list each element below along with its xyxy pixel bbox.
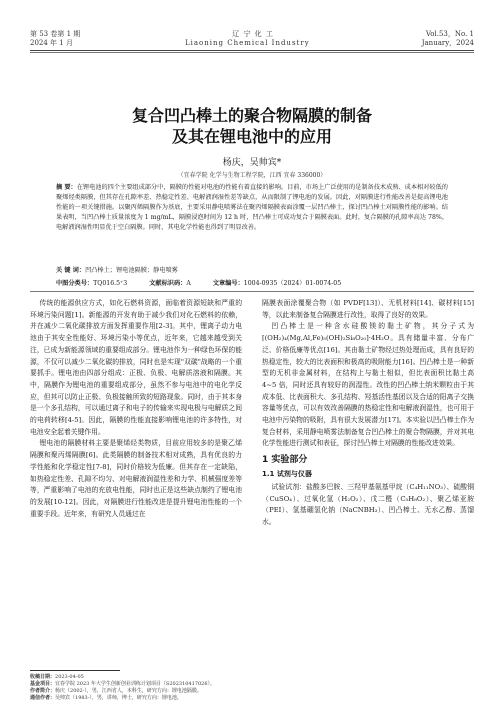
journal-name-cn: 辽 宁 化 工 <box>232 30 274 38</box>
issue-date: 2024 年 1 月 <box>30 39 73 47</box>
abstract <box>56 183 448 233</box>
clc-value: TQ016.5⁺3 <box>93 280 128 287</box>
author-label: 作者简介： <box>30 688 56 694</box>
doc-code-label: 文献标识码： <box>149 280 187 287</box>
body-paragraph: 隔膜表面涂覆聚合物（如 PVDF[13]）、无机材料[14]、碳材料[15]等，以此来制备复合隔膜进行改性，取得了良好的效果。 <box>262 299 474 319</box>
title-line-2: 及其在锂电池中的应用 <box>171 127 332 146</box>
authors: 杨庆，吴帅宾* <box>222 158 282 168</box>
body-left-column <box>30 298 242 520</box>
article-title <box>0 105 504 147</box>
keywords-text: 凹凸棒土；锂电池隔膜；静电喷雾 <box>85 267 178 274</box>
title-line-1: 复合凹凸棒土的聚合物隔膜的制备 <box>131 106 372 125</box>
abstract-rule <box>30 291 474 292</box>
author-value: 杨庆（2002-），男，江西省人，本科生，研究方向：锂电池隔膜。 <box>55 688 202 694</box>
footnote-rule <box>30 670 120 671</box>
subsection-heading: 1.1 试剂与仪器 <box>262 470 312 479</box>
volume-issue-en: Vol.53，No. 1 <box>425 30 474 38</box>
clc <box>56 278 127 287</box>
received-label: 收稿日期： <box>30 674 56 680</box>
section-heading: 1 实验部分 <box>262 455 308 466</box>
journal-header <box>30 30 474 48</box>
classification-row <box>56 278 448 287</box>
doc-code <box>149 278 191 287</box>
article-no-label: 文章编号： <box>212 280 244 287</box>
corr-label: 通信作者： <box>30 695 56 701</box>
fund-line <box>30 681 474 688</box>
header-rule <box>30 50 474 51</box>
doc-code-value: A <box>186 280 191 287</box>
article-no <box>213 278 341 287</box>
keywords <box>56 266 448 276</box>
journal-name-en: Liaoning Chemical Industry <box>185 39 310 47</box>
body-paragraph: 试验试剂：盐酸多巴胺、三羟甲基氨基甲烷（C₄H₁₁NO₃）、硫酸铜（CuSO₄）、过氧化氢（H₂O₂）、戊二醛（C₅H₈O₂）、聚乙烯亚胺（PEI）、氢基硼氢化钠（NaCNBH₃）、凹凸棒土、无水乙醇、蒸馏水。 <box>262 482 474 526</box>
body-paragraph: 锂电池的隔膜材料主要是聚烯烃类物质，目前应用较多的是聚乙烯隔膜和聚丙烯隔膜[6]。此类隔膜的制备技术相对成熟，具有优良的力学性能和化学稳定性[7-8]，同时价格较为低廉。但其存在一定缺陷，如热稳定性差、孔隙不均匀、对电解液润湿性差和力学、机械强度差等等，严重影响了电池的充放电性能，同时也正是这些缺点制约了锂电池的发展[10-12]。因此，对隔膜进行性能改进是提升锂电池性能的一个重要手段。近年来，有研究人员通过在 <box>30 439 242 518</box>
article-no-value: 1004-0935（2024）01-0074-05 <box>243 280 342 287</box>
corr-line <box>30 695 474 702</box>
fund-value: 宜春学院 2023 年大学生创新创业训练计划项目（S202310417026）。 <box>55 681 216 687</box>
abstract-text: 在锂电池的四个主要组成部分中，隔膜的性能对电池的性能有着直接的影响。目前，市场上广泛使用的是制备技术成熟、成本相对较低的聚烯烃类隔膜，但其存在孔隙率差、热稳定性差、电解液润湿性差等缺点，从而限制了锂电池的发展。因此，对隔膜进行性能改善是提高锂电池性能的一项关键措施。以聚丙烯隔膜作为基底，主要采用静电喷雾法在聚丙烯隔膜表面涂覆一层凹凸棒土，探讨凹凸棒土对隔膜性能的影响。结果表明，当凹凸棒土质量浓度为 1 mg/mL，隔膜浸泡时间为 12 h 时，凹凸棒土可成功复合于隔膜表面。此时，复合隔膜的孔隙率高达 78%，电解液润湿性明显优于空白隔膜。同时，其电化学性能也得到了明显改善。 <box>56 184 448 231</box>
body-paragraph: 传统的能源供应方式，如化石燃料资源，面临着资源短缺和严重的环境污染问题[1]。新能源的开发有助于减少我们对化石燃料的依赖，并在减少二氧化碳排放方面发挥重要作用[2-3]。其中，锂离子动力电池由于其安全性能好、环境污染小等优点，近年来，它越来越受到关注，已成为新能源领域的重要组成部分。锂电池作为一种绿色环保的能源，不仅可以减少二氧化碳的排放，同时也是实现"双碳"战略的一个重要抓手。锂电池由四部分组成：正极、负极、电解质溶液和隔膜。其中，隔膜作为锂电池的重要组成部分，虽然不参与电池中的电化学反应，但其可以防止正极、负极接触所致的短路现象。同时，由于其本身是一个多孔结构，可以通过离子和电子的传输来实现电极与电解质之间的电荷转移[4-5]。因此，隔膜的性能直接影响锂电池的许多特性，对电池安全起着关键作用。 <box>30 299 242 436</box>
keywords-label: 关 键 词： <box>56 267 86 274</box>
abstract-label: 摘 要： <box>56 184 77 191</box>
body-paragraph: 凹凸棒土是一种含水硅酸镁的黏土矿物，其分子式为[(OH₂)₄(Mg,Al,Fe)₅(OH)₂Si₈O₂₀]·4H₂O。具有储量丰富、分布广泛、价格低廉等优点[16]。其由黏土矿物经过热处理而成，具有良好的热稳定性，较大的比表面积和极高的吸附能力[16]。凹凸棒土是一种新型的无机非金属材料，在结构上与黏土相似，但比表面积比黏土高 4~5 倍，同时还具有较好的润湿性。改性的凹凸棒土纳米颗粒由于其成本低、比表面积大、多孔结构、羟基活性基团以及合适的阳离子交换容量等优点，可以有效改善隔膜的热稳定性和电解液润湿性，也可用于电池中污染物的吸附，具有很大发展潜力[17]。本实验以凹凸棒土作为复合材料，采用静电喷雾法制备复合凹凸棒土的聚合物隔膜，并对其电化学性能进行测试和表征，探讨凹凸棒土对隔膜的性能改进效果。 <box>262 322 474 448</box>
affiliation: （宜春学院 化学与生物工程学院，江西 宜春 336000） <box>177 172 327 179</box>
issue-date-en: January，2024 <box>421 39 474 47</box>
header-rule-thin <box>30 52 474 53</box>
corr-value: 吴帅宾（1983-），男，讲师，博士，研究方向：锂电池。 <box>55 695 182 701</box>
received-value: 2023-04-05 <box>55 674 84 680</box>
received-line <box>30 674 474 681</box>
author-line <box>30 688 474 695</box>
volume-issue: 第 53 卷第 1 期 <box>30 30 81 38</box>
clc-label: 中图分类号： <box>56 280 94 287</box>
footnote <box>30 674 474 702</box>
fund-label: 基金项目： <box>30 681 56 687</box>
body-right-column <box>262 298 474 529</box>
